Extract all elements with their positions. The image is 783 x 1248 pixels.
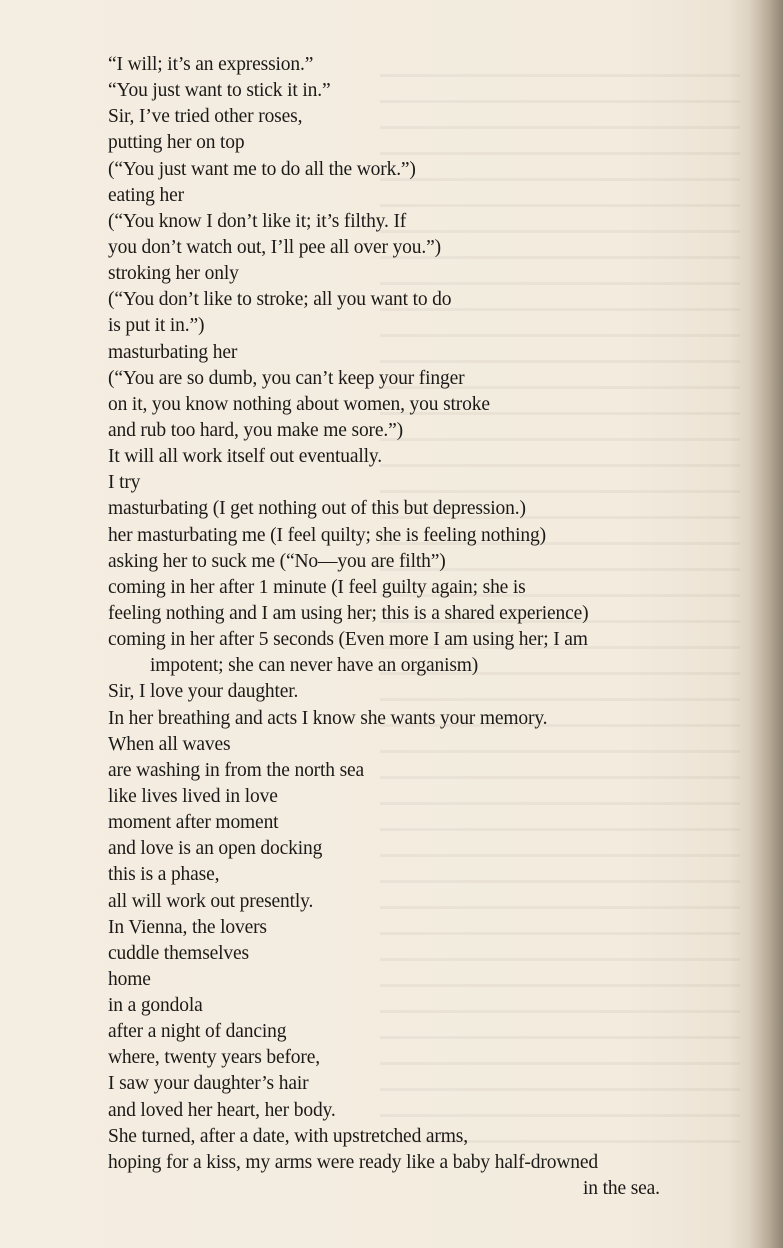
poem-line: (“You know I don’t like it; it’s filthy. If (108, 210, 407, 232)
poem-line: I saw your daughter’s hair (108, 1073, 309, 1095)
poem-line: In her breathing and acts I know she wants your memory. (108, 707, 548, 729)
poem-line: When all waves (108, 733, 231, 755)
poem-line: all will work out presently. (108, 890, 314, 912)
poem-line: home (108, 968, 151, 990)
poem-line: stroking her only (108, 263, 239, 285)
poem-line: on it, you know nothing about women, you stroke (108, 393, 490, 415)
poem-line: “I will; it’s an expression.” (108, 54, 314, 75)
poem-line: It will all work itself out eventually. (108, 446, 382, 468)
poem-line: coming in her after 1 minute (I feel guilty again; she is (108, 576, 526, 598)
poem-line: masturbating (I get nothing out of this but depression.) (108, 498, 526, 520)
poem-line: moment after moment (108, 812, 279, 834)
poem-line: you don’t watch out, I’ll pee all over you.”) (108, 236, 441, 258)
poem-line: masturbating her (108, 341, 238, 363)
poem-line: where, twenty years before, (108, 1047, 320, 1069)
poem-line: after a night of dancing (108, 1021, 287, 1043)
poem-line: in a gondola (108, 995, 203, 1017)
poem-line: are washing in from the north sea (108, 759, 365, 781)
poem-line: like lives lived in love (108, 785, 278, 807)
poem-line: In Vienna, the lovers (108, 916, 267, 938)
poem-line-continuation: in the sea. (583, 1178, 660, 1200)
poem-line: cuddle themselves (108, 942, 249, 964)
poem-line: (“You don’t like to stroke; all you want to do (108, 289, 452, 311)
poem-line: her masturbating me (I feel quilty; she is feeling nothing) (108, 524, 546, 546)
poem-line-continuation: impotent; she can never have an organism) (150, 655, 479, 677)
poem-line: (“You just want me to do all the work.”) (108, 158, 416, 180)
poem-line: eating her (108, 184, 184, 206)
poem-line: Sir, I love your daughter. (108, 681, 299, 703)
poem-line: this is a phase, (108, 864, 220, 886)
poem-line: and loved her heart, her body. (108, 1099, 336, 1121)
poem-line: feeling nothing and I am using her; this is a shared experience) (108, 602, 589, 624)
poem-line: She turned, after a date, with upstretched arms, (108, 1125, 468, 1147)
poem-line: I try (108, 472, 141, 494)
poem-line: Sir, I’ve tried other roses, (108, 106, 303, 128)
poem-line: is put it in.”) (108, 315, 205, 337)
poem-line: asking her to suck me (“No—you are filth”) (108, 550, 446, 572)
poem-line: and love is an open docking (108, 838, 323, 860)
poem-line: putting her on top (108, 132, 245, 154)
poem-line: coming in her after 5 seconds (Even more I am using her; I am (108, 629, 588, 651)
poem-line: hoping for a kiss, my arms were ready like a baby half-drowned (108, 1151, 598, 1173)
poem-line: and rub too hard, you make me sore.”) (108, 419, 403, 441)
poem-line: “You just want to stick it in.” (108, 80, 331, 102)
poem-line: (“You are so dumb, you can’t keep your finger (108, 367, 465, 389)
poem-text (108, 52, 758, 1202)
